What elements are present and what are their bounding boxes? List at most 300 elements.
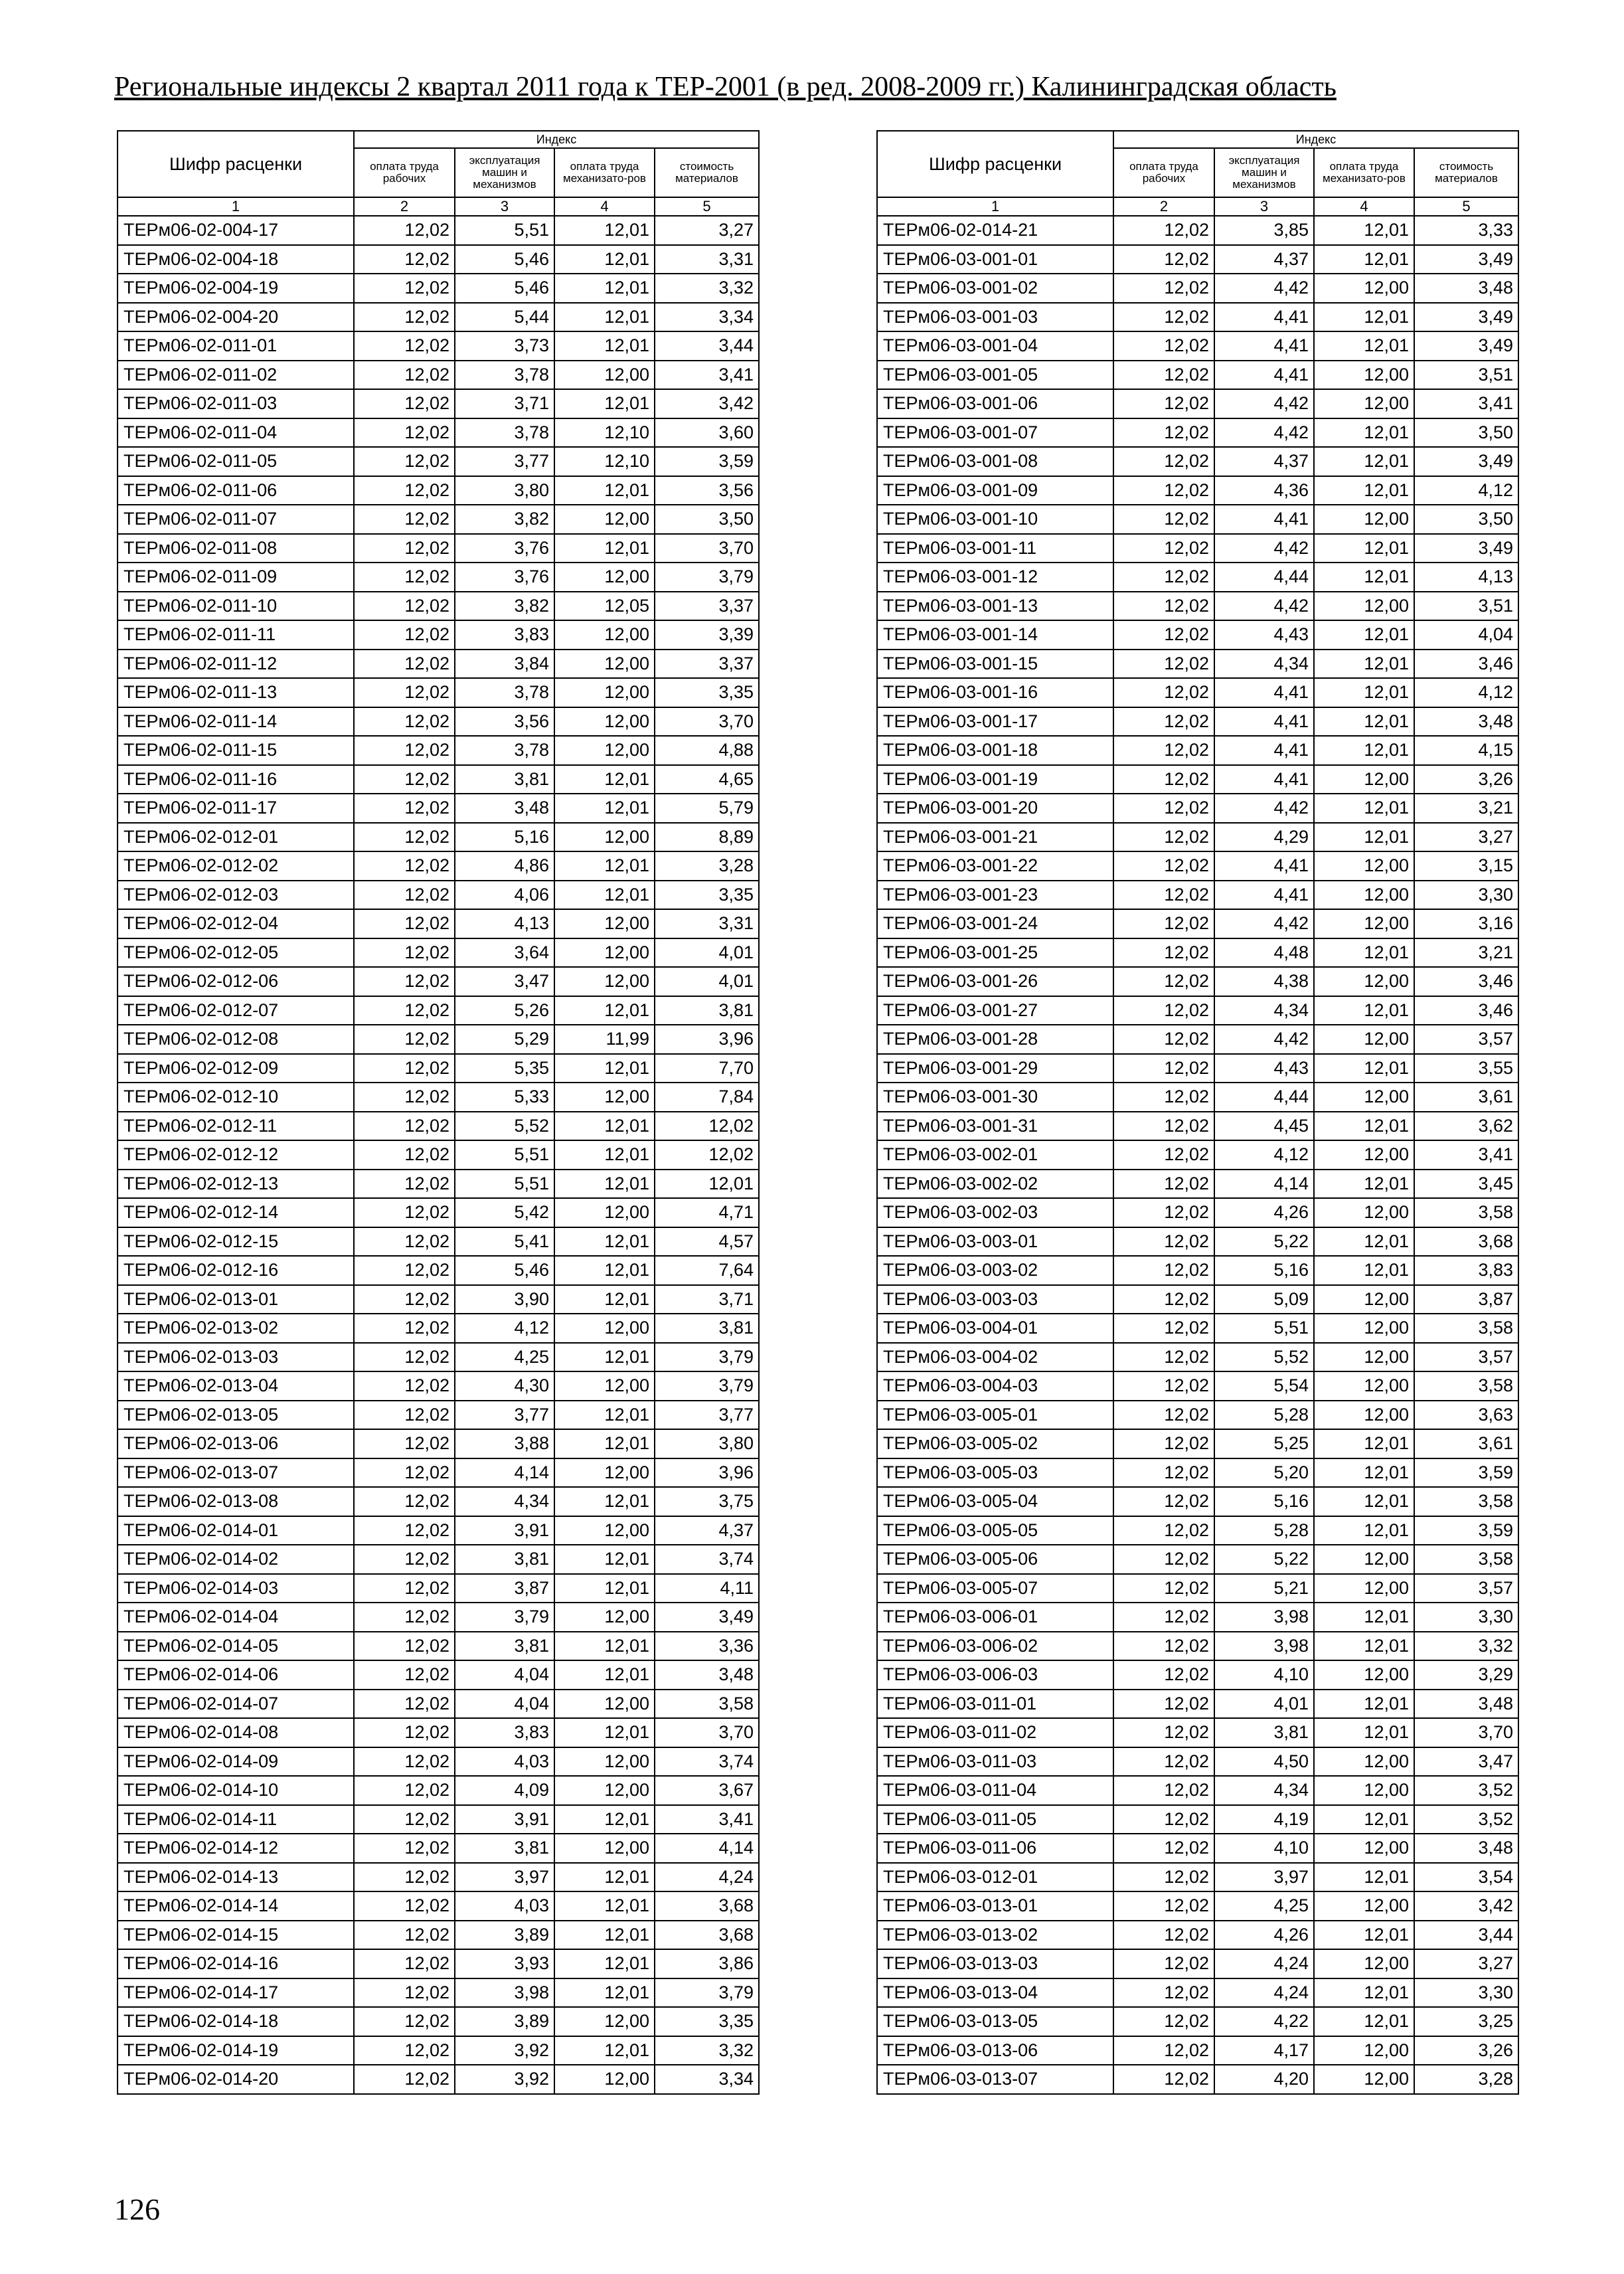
machines-index-cell: 3,48 [455, 794, 554, 823]
materials-index-cell: 3,33 [1414, 216, 1518, 245]
index-table-left [117, 130, 760, 2095]
machines-index-cell: 4,01 [1214, 1690, 1314, 1719]
mech-labor-index-cell: 12,00 [1314, 1371, 1414, 1401]
mech-labor-index-cell: 12,00 [1314, 1776, 1414, 1805]
table-row [877, 881, 1518, 910]
labor-index-cell: 12,02 [1113, 534, 1214, 563]
machines-index-cell: 5,09 [1214, 1285, 1314, 1314]
cipher-cell: ТЕРм06-02-013-05 [118, 1401, 354, 1430]
mech-labor-index-cell: 12,01 [554, 1805, 655, 1834]
mech-labor-index-cell: 12,01 [1314, 938, 1414, 968]
col-number: 4 [554, 197, 655, 216]
mech-labor-index-cell: 12,01 [1314, 650, 1414, 679]
mech-labor-index-cell: 12,01 [554, 851, 655, 881]
table-row [118, 1458, 759, 1488]
materials-index-cell: 3,79 [655, 563, 759, 592]
materials-index-cell: 3,25 [1414, 2007, 1518, 2036]
labor-index-cell: 12,02 [354, 1227, 455, 1257]
cipher-cell: ТЕРм06-03-011-01 [877, 1690, 1113, 1719]
cipher-cell: ТЕРм06-03-001-03 [877, 303, 1113, 332]
machines-index-cell: 3,80 [455, 476, 554, 505]
cipher-cell: ТЕРм06-03-004-01 [877, 1314, 1113, 1343]
materials-index-cell: 3,44 [655, 331, 759, 361]
table-row [877, 1805, 1518, 1834]
machines-index-cell: 4,30 [455, 1371, 554, 1401]
labor-index-cell: 12,02 [354, 1170, 455, 1199]
table-row [877, 216, 1518, 245]
materials-index-cell: 7,84 [655, 1083, 759, 1112]
mech-labor-index-cell: 12,00 [1314, 1834, 1414, 1863]
table-row [118, 1834, 759, 1863]
mech-labor-index-cell: 12,00 [554, 563, 655, 592]
labor-index-cell: 12,02 [1113, 245, 1214, 274]
mech-labor-index-cell: 12,00 [1314, 1285, 1414, 1314]
materials-index-cell: 3,48 [1414, 707, 1518, 737]
labor-index-cell: 12,02 [354, 1863, 455, 1892]
mech-labor-index-cell: 12,00 [1314, 1314, 1414, 1343]
labor-index-cell: 12,02 [1113, 851, 1214, 881]
cipher-cell: ТЕРм06-03-005-03 [877, 1458, 1113, 1488]
labor-index-cell: 12,02 [1113, 1170, 1214, 1199]
materials-index-cell: 3,79 [655, 1371, 759, 1401]
table-row [877, 1574, 1518, 1603]
labor-index-cell: 12,02 [354, 1140, 455, 1170]
cipher-cell: ТЕРм06-02-014-15 [118, 1921, 354, 1950]
labor-index-cell: 12,02 [1113, 274, 1214, 303]
cipher-cell: ТЕРм06-03-006-01 [877, 1603, 1113, 1632]
materials-index-cell: 3,58 [1414, 1545, 1518, 1574]
mech-labor-index-cell: 12,01 [1314, 1690, 1414, 1719]
header-materials: стоимость материалов [1414, 148, 1518, 197]
machines-index-cell: 4,42 [1214, 418, 1314, 448]
cipher-cell: ТЕРм06-03-001-29 [877, 1054, 1113, 1083]
mech-labor-index-cell: 12,00 [554, 1458, 655, 1488]
machines-index-cell: 3,71 [455, 389, 554, 418]
cipher-cell: ТЕРм06-02-011-01 [118, 331, 354, 361]
labor-index-cell: 12,02 [1113, 1863, 1214, 1892]
mech-labor-index-cell: 12,00 [554, 1371, 655, 1401]
mech-labor-index-cell: 12,01 [554, 389, 655, 418]
materials-index-cell: 3,58 [1414, 1371, 1518, 1401]
labor-index-cell: 12,02 [1113, 1574, 1214, 1603]
mech-labor-index-cell: 12,00 [554, 1603, 655, 1632]
mech-labor-index-cell: 12,01 [554, 1170, 655, 1199]
labor-index-cell: 12,02 [354, 1458, 455, 1488]
materials-index-cell: 3,58 [1414, 1198, 1518, 1227]
machines-index-cell: 5,51 [1214, 1314, 1314, 1343]
machines-index-cell: 4,38 [1214, 967, 1314, 996]
cipher-cell: ТЕРм06-02-011-02 [118, 361, 354, 390]
mech-labor-index-cell: 12,00 [1314, 1140, 1414, 1170]
cipher-cell: ТЕРм06-02-011-17 [118, 794, 354, 823]
cipher-cell: ТЕРм06-02-011-16 [118, 765, 354, 794]
table-row [877, 1112, 1518, 1141]
materials-index-cell: 3,28 [655, 851, 759, 881]
mech-labor-index-cell: 12,01 [1314, 476, 1414, 505]
machines-index-cell: 3,89 [455, 1921, 554, 1950]
materials-index-cell: 3,37 [655, 592, 759, 621]
table-row [877, 1256, 1518, 1285]
cipher-cell: ТЕРм06-03-013-05 [877, 2007, 1113, 2036]
mech-labor-index-cell: 12,00 [554, 909, 655, 938]
labor-index-cell: 12,02 [1113, 1112, 1214, 1141]
cipher-cell: ТЕРм06-02-013-07 [118, 1458, 354, 1488]
cipher-cell: ТЕРм06-03-002-02 [877, 1170, 1113, 1199]
table-row [118, 534, 759, 563]
table-row [877, 1632, 1518, 1661]
table-row [118, 1343, 759, 1372]
machines-index-cell: 4,50 [1214, 1747, 1314, 1777]
machines-index-cell: 4,03 [455, 1747, 554, 1777]
materials-index-cell: 3,52 [1414, 1776, 1518, 1805]
cipher-cell: ТЕРм06-02-012-08 [118, 1025, 354, 1054]
table-row [118, 707, 759, 737]
materials-index-cell: 3,74 [655, 1545, 759, 1574]
machines-index-cell: 3,87 [455, 1574, 554, 1603]
labor-index-cell: 12,02 [1113, 967, 1214, 996]
machines-index-cell: 4,09 [455, 1776, 554, 1805]
mech-labor-index-cell: 12,01 [1314, 1863, 1414, 1892]
labor-index-cell: 12,02 [1113, 938, 1214, 968]
cipher-cell: ТЕРм06-02-014-13 [118, 1863, 354, 1892]
mech-labor-index-cell: 12,00 [1314, 592, 1414, 621]
materials-index-cell: 3,27 [655, 216, 759, 245]
cipher-cell: ТЕРм06-02-011-03 [118, 389, 354, 418]
mech-labor-index-cell: 12,01 [1314, 794, 1414, 823]
mech-labor-index-cell: 12,00 [1314, 1025, 1414, 1054]
materials-index-cell: 3,77 [655, 1401, 759, 1430]
mech-labor-index-cell: 12,01 [1314, 707, 1414, 737]
cipher-cell: ТЕРм06-02-013-08 [118, 1487, 354, 1516]
materials-index-cell: 3,58 [655, 1690, 759, 1719]
materials-index-cell: 3,21 [1414, 938, 1518, 968]
materials-index-cell: 3,31 [655, 909, 759, 938]
mech-labor-index-cell: 12,00 [1314, 1891, 1414, 1921]
materials-index-cell: 3,30 [1414, 881, 1518, 910]
mech-labor-index-cell: 12,01 [554, 1227, 655, 1257]
cipher-cell: ТЕРм06-02-011-13 [118, 678, 354, 707]
machines-index-cell: 3,83 [455, 620, 554, 650]
mech-labor-index-cell: 12,00 [554, 361, 655, 390]
materials-index-cell: 3,35 [655, 881, 759, 910]
materials-index-cell: 3,56 [655, 476, 759, 505]
materials-index-cell: 3,46 [1414, 996, 1518, 1025]
materials-index-cell: 3,51 [1414, 592, 1518, 621]
labor-index-cell: 12,02 [1113, 678, 1214, 707]
labor-index-cell: 12,02 [354, 1747, 455, 1777]
machines-index-cell: 3,73 [455, 331, 554, 361]
header-machines: эксплуатация машин и механизмов [1214, 148, 1314, 197]
mech-labor-index-cell: 12,01 [1314, 563, 1414, 592]
mech-labor-index-cell: 12,00 [1314, 361, 1414, 390]
machines-index-cell: 5,52 [1214, 1343, 1314, 1372]
machines-index-cell: 4,42 [1214, 794, 1314, 823]
labor-index-cell: 12,02 [1113, 303, 1214, 332]
machines-index-cell: 4,41 [1214, 505, 1314, 534]
table-row [118, 909, 759, 938]
cipher-cell: ТЕРм06-02-014-04 [118, 1603, 354, 1632]
machines-index-cell: 5,16 [1214, 1487, 1314, 1516]
cipher-cell: ТЕРм06-02-011-07 [118, 505, 354, 534]
labor-index-cell: 12,02 [1113, 1343, 1214, 1372]
mech-labor-index-cell: 12,00 [1314, 1949, 1414, 1978]
mech-labor-index-cell: 12,00 [1314, 1198, 1414, 1227]
materials-index-cell: 3,70 [655, 534, 759, 563]
machines-index-cell: 4,42 [1214, 909, 1314, 938]
mech-labor-index-cell: 12,01 [1314, 1978, 1414, 2008]
mech-labor-index-cell: 12,00 [1314, 505, 1414, 534]
labor-index-cell: 12,02 [354, 881, 455, 910]
cipher-cell: ТЕРм06-03-003-02 [877, 1256, 1113, 1285]
table-row [118, 1718, 759, 1747]
cipher-cell: ТЕРм06-03-001-23 [877, 881, 1113, 910]
mech-labor-index-cell: 12,01 [1314, 1718, 1414, 1747]
materials-index-cell: 3,68 [1414, 1227, 1518, 1257]
cipher-cell: ТЕРм06-03-001-25 [877, 938, 1113, 968]
page-number: 126 [114, 2192, 160, 2226]
cipher-cell: ТЕРм06-02-014-08 [118, 1718, 354, 1747]
labor-index-cell: 12,02 [1113, 1227, 1214, 1257]
materials-index-cell: 3,27 [1414, 823, 1518, 852]
materials-index-cell: 4,01 [655, 938, 759, 968]
table-row [877, 1227, 1518, 1257]
materials-index-cell: 3,58 [1414, 1487, 1518, 1516]
materials-index-cell: 3,68 [655, 1891, 759, 1921]
table-row [118, 996, 759, 1025]
table-row [877, 1170, 1518, 1199]
labor-index-cell: 12,02 [1113, 1921, 1214, 1950]
materials-index-cell: 3,49 [1414, 534, 1518, 563]
page-title: Региональные индексы 2 квартал 2011 года к ТЕР-2001 (в ред. 2008-2009 гг.) Калининградская область [114, 72, 1337, 102]
cipher-cell: ТЕРм06-03-013-02 [877, 1921, 1113, 1950]
mech-labor-index-cell: 12,01 [554, 245, 655, 274]
machines-index-cell: 3,81 [455, 1834, 554, 1863]
machines-index-cell: 4,04 [455, 1660, 554, 1690]
labor-index-cell: 12,02 [354, 476, 455, 505]
cipher-cell: ТЕРм06-02-012-09 [118, 1054, 354, 1083]
cipher-cell: ТЕРм06-02-014-14 [118, 1891, 354, 1921]
table-row [118, 331, 759, 361]
cipher-cell: ТЕРм06-02-004-20 [118, 303, 354, 332]
materials-index-cell: 3,57 [1414, 1025, 1518, 1054]
cipher-cell: ТЕРм06-03-001-16 [877, 678, 1113, 707]
mech-labor-index-cell: 12,00 [1314, 1747, 1414, 1777]
materials-index-cell: 3,49 [1414, 447, 1518, 476]
materials-index-cell: 5,79 [655, 794, 759, 823]
mech-labor-index-cell: 12,00 [1314, 881, 1414, 910]
materials-index-cell: 3,59 [655, 447, 759, 476]
cipher-cell: ТЕРм06-03-011-05 [877, 1805, 1113, 1834]
table-row [877, 563, 1518, 592]
cipher-cell: ТЕРм06-03-001-22 [877, 851, 1113, 881]
table-row [118, 1083, 759, 1112]
machines-index-cell: 4,43 [1214, 620, 1314, 650]
machines-index-cell: 5,52 [455, 1112, 554, 1141]
labor-index-cell: 12,02 [1113, 505, 1214, 534]
cipher-cell: ТЕРм06-03-005-02 [877, 1429, 1113, 1458]
materials-index-cell: 3,35 [655, 678, 759, 707]
mech-labor-index-cell: 12,01 [1314, 1603, 1414, 1632]
labor-index-cell: 12,02 [1113, 1603, 1214, 1632]
machines-index-cell: 5,35 [455, 1054, 554, 1083]
mech-labor-index-cell: 11,99 [554, 1025, 655, 1054]
cipher-cell: ТЕРм06-02-012-06 [118, 967, 354, 996]
materials-index-cell: 7,64 [655, 1256, 759, 1285]
labor-index-cell: 12,02 [354, 1054, 455, 1083]
labor-index-cell: 12,02 [354, 967, 455, 996]
machines-index-cell: 3,91 [455, 1516, 554, 1545]
cipher-cell: ТЕРм06-03-003-01 [877, 1227, 1113, 1257]
machines-index-cell: 3,77 [455, 1401, 554, 1430]
labor-index-cell: 12,02 [354, 678, 455, 707]
machines-index-cell: 4,34 [1214, 996, 1314, 1025]
materials-index-cell: 4,12 [1414, 476, 1518, 505]
table-row [118, 1054, 759, 1083]
labor-index-cell: 12,02 [354, 650, 455, 679]
table-row [877, 389, 1518, 418]
machines-index-cell: 5,16 [455, 823, 554, 852]
materials-index-cell: 3,31 [655, 245, 759, 274]
table-row [118, 1660, 759, 1690]
materials-index-cell: 3,50 [655, 505, 759, 534]
materials-index-cell: 3,42 [655, 389, 759, 418]
materials-index-cell: 3,58 [1414, 1314, 1518, 1343]
materials-index-cell: 3,49 [1414, 303, 1518, 332]
materials-index-cell: 3,52 [1414, 1805, 1518, 1834]
machines-index-cell: 5,25 [1214, 1429, 1314, 1458]
labor-index-cell: 12,02 [354, 1198, 455, 1227]
mech-labor-index-cell: 12,00 [554, 1198, 655, 1227]
labor-index-cell: 12,02 [1113, 2065, 1214, 2094]
table-row [118, 1314, 759, 1343]
labor-index-cell: 12,02 [1113, 447, 1214, 476]
machines-index-cell: 5,41 [455, 1227, 554, 1257]
materials-index-cell: 12,01 [655, 1170, 759, 1199]
table-row [877, 1978, 1518, 2008]
mech-labor-index-cell: 12,00 [1314, 389, 1414, 418]
mech-labor-index-cell: 12,01 [554, 1574, 655, 1603]
cipher-cell: ТЕРм06-02-012-10 [118, 1083, 354, 1112]
machines-index-cell: 3,47 [455, 967, 554, 996]
mech-labor-index-cell: 12,01 [1314, 245, 1414, 274]
table-row [118, 1863, 759, 1892]
mech-labor-index-cell: 12,01 [1314, 1805, 1414, 1834]
machines-index-cell: 4,36 [1214, 476, 1314, 505]
machines-index-cell: 4,42 [1214, 534, 1314, 563]
mech-labor-index-cell: 12,00 [554, 1747, 655, 1777]
table-row [118, 1170, 759, 1199]
table-row [877, 967, 1518, 996]
labor-index-cell: 12,02 [1113, 418, 1214, 448]
materials-index-cell: 7,70 [655, 1054, 759, 1083]
cipher-cell: ТЕРм06-03-013-01 [877, 1891, 1113, 1921]
machines-index-cell: 3,88 [455, 1429, 554, 1458]
table-row [118, 1227, 759, 1257]
materials-index-cell: 3,61 [1414, 1083, 1518, 1112]
materials-index-cell: 3,67 [655, 1776, 759, 1805]
table-row [877, 418, 1518, 448]
cipher-cell: ТЕРм06-03-002-01 [877, 1140, 1113, 1170]
machines-index-cell: 5,51 [455, 216, 554, 245]
labor-index-cell: 12,02 [1113, 620, 1214, 650]
table-row [118, 592, 759, 621]
machines-index-cell: 4,37 [1214, 245, 1314, 274]
mech-labor-index-cell: 12,00 [554, 620, 655, 650]
cipher-cell: ТЕРм06-03-001-14 [877, 620, 1113, 650]
col-number: 5 [1414, 197, 1518, 216]
labor-index-cell: 12,02 [354, 274, 455, 303]
labor-index-cell: 12,02 [354, 1660, 455, 1690]
labor-index-cell: 12,02 [354, 418, 455, 448]
machines-index-cell: 3,64 [455, 938, 554, 968]
materials-index-cell: 3,35 [655, 2007, 759, 2036]
table-row [118, 736, 759, 765]
labor-index-cell: 12,02 [1113, 1054, 1214, 1083]
table-row [877, 1140, 1518, 1170]
labor-index-cell: 12,02 [1113, 996, 1214, 1025]
cipher-cell: ТЕРм06-02-011-15 [118, 736, 354, 765]
table-row [118, 1632, 759, 1661]
cipher-cell: ТЕРм06-03-006-03 [877, 1660, 1113, 1690]
machines-index-cell: 4,04 [455, 1690, 554, 1719]
materials-index-cell: 3,86 [655, 1949, 759, 1978]
materials-index-cell: 3,41 [1414, 389, 1518, 418]
machines-index-cell: 3,56 [455, 707, 554, 737]
materials-index-cell: 3,96 [655, 1025, 759, 1054]
labor-index-cell: 12,02 [354, 1429, 455, 1458]
machines-index-cell: 4,41 [1214, 736, 1314, 765]
materials-index-cell: 3,41 [1414, 1140, 1518, 1170]
cipher-cell: ТЕРм06-02-014-03 [118, 1574, 354, 1603]
cipher-cell: ТЕРм06-03-001-26 [877, 967, 1113, 996]
labor-index-cell: 12,02 [354, 1487, 455, 1516]
mech-labor-index-cell: 12,00 [554, 1083, 655, 1112]
mech-labor-index-cell: 12,01 [1314, 1516, 1414, 1545]
machines-index-cell: 3,82 [455, 505, 554, 534]
mech-labor-index-cell: 12,01 [554, 534, 655, 563]
mech-labor-index-cell: 12,01 [554, 1718, 655, 1747]
labor-index-cell: 12,02 [354, 1343, 455, 1372]
table-row [877, 245, 1518, 274]
machines-index-cell: 3,89 [455, 2007, 554, 2036]
col-number: 4 [1314, 197, 1414, 216]
table-row [118, 881, 759, 910]
machines-index-cell: 4,25 [455, 1343, 554, 1372]
cipher-cell: ТЕРм06-02-011-12 [118, 650, 354, 679]
machines-index-cell: 4,14 [455, 1458, 554, 1488]
table-row [877, 1487, 1518, 1516]
machines-index-cell: 5,22 [1214, 1227, 1314, 1257]
table-row [877, 707, 1518, 737]
cipher-cell: ТЕРм06-03-001-17 [877, 707, 1113, 737]
col-number: 2 [1113, 197, 1214, 216]
table-row [118, 851, 759, 881]
col-number: 1 [118, 197, 354, 216]
table-row [877, 1025, 1518, 1054]
table-row [118, 2065, 759, 2094]
materials-index-cell: 3,49 [655, 1603, 759, 1632]
materials-index-cell: 3,32 [655, 274, 759, 303]
cipher-cell: ТЕРм06-02-011-09 [118, 563, 354, 592]
table-row [877, 2065, 1518, 2094]
cipher-cell: ТЕРм06-03-001-10 [877, 505, 1113, 534]
materials-index-cell: 4,71 [655, 1198, 759, 1227]
materials-index-cell: 3,48 [1414, 274, 1518, 303]
table-row [877, 794, 1518, 823]
materials-index-cell: 3,36 [655, 1632, 759, 1661]
machines-index-cell: 4,42 [1214, 389, 1314, 418]
table-row [118, 1921, 759, 1950]
